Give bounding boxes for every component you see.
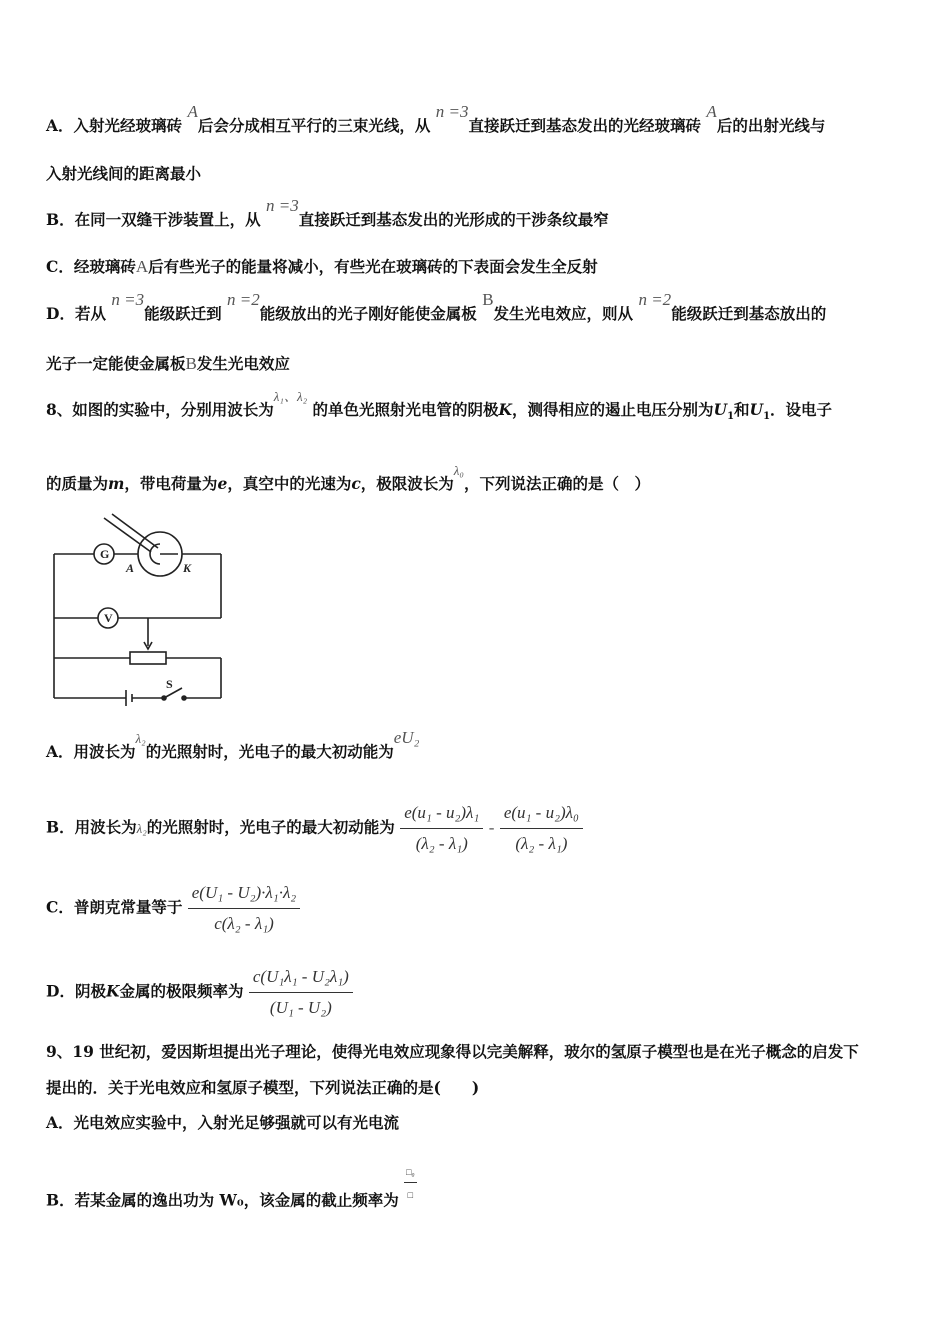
text: 能级跃迁到 — [144, 304, 222, 323]
denominator: (λ₂ - λ₁) — [415, 834, 468, 853]
math-n2: n =2 — [638, 290, 672, 309]
math-a: A — [706, 102, 717, 121]
math-lambda2: λ₂ — [135, 731, 146, 746]
minus-sign: - — [488, 817, 495, 837]
text: 入射光线间的距离最小 — [46, 164, 202, 183]
option-label: D． — [46, 304, 75, 323]
option-label: B． — [46, 817, 75, 837]
rheostat — [130, 652, 166, 664]
text: 后的出射光线与 — [716, 116, 826, 135]
denominator: c(λ₂ - λ₁) — [214, 914, 274, 933]
light-ray — [112, 514, 158, 548]
text: 阴极 — [74, 981, 106, 1001]
math-eu2: eU₂ — [393, 728, 420, 747]
numerator: □₀ — [404, 1162, 417, 1183]
numerator: e(u₁ - u₂)λ₀ — [500, 800, 583, 829]
numerator: c(U₁λ₁ - U₂λ₁) — [249, 964, 353, 993]
q8-option-d — [46, 964, 353, 1021]
q9-option-b — [46, 1167, 417, 1223]
text: 若某金属的逸出功为 W₀，该金属的截止频率为 — [74, 1190, 399, 1210]
text: 9、19 世纪初，爱因斯坦提出光子理论，使得光电效应现象得以完美解释，玻尔的氢原子模型也是在光子概念的启发下 — [46, 1042, 859, 1061]
text: 提出的．关于光电效应和氢原子模型，下列说法正确的是( ) — [46, 1078, 480, 1097]
math-lambda2: λ₂ — [136, 820, 147, 836]
text: 直接跃迁到基态发出的光形成的干涉条纹最窄 — [298, 210, 609, 229]
text: ．设电子 — [770, 400, 833, 419]
label-g: G — [100, 547, 110, 561]
text: 发生光电效应，则从 — [493, 304, 634, 323]
denominator: (λ₂ - λ₁) — [515, 834, 568, 853]
text: 能级跃迁到基态放出的 — [671, 304, 827, 323]
q9-option-a — [46, 1113, 399, 1133]
text: 入射光经玻璃砖 — [73, 116, 183, 135]
text: 普朗克常量等于 — [73, 897, 183, 917]
text: 若从 — [74, 304, 106, 323]
subscript: 1 — [727, 411, 735, 423]
text: 的质量为 — [46, 474, 109, 493]
fraction-1 — [400, 800, 483, 857]
fraction — [188, 880, 300, 937]
text: 的光照射时，光电子的最大初动能为 — [145, 742, 394, 761]
option-label: C． — [46, 897, 74, 917]
option-label: C． — [46, 257, 74, 276]
math-b: B — [185, 354, 197, 373]
text: ，极限波长为 — [360, 474, 454, 493]
text: 金属的极限频率为 — [119, 981, 244, 1001]
numerator: e(U₁ - U₂)·λ₁·λ₂ — [188, 880, 300, 909]
text: 用波长为 — [73, 742, 136, 761]
denominator: (U₁ - U₂) — [269, 998, 332, 1017]
option-label: B． — [46, 210, 75, 229]
text: 后有些光子的能量将减小，有些光在玻璃砖的下表面会发生全反射 — [148, 257, 598, 276]
math-b: B — [482, 290, 494, 309]
option-label: A． — [46, 1113, 74, 1132]
option-label: B． — [46, 1190, 75, 1210]
label-a: A — [126, 561, 135, 575]
text: 经玻璃砖 — [73, 257, 136, 276]
var-u2: U — [749, 400, 764, 419]
option-label: A． — [46, 116, 74, 135]
math-n3: n =3 — [111, 290, 145, 309]
text: 8、如图的实验中，分别用波长为 — [46, 400, 274, 419]
math-a: A — [135, 257, 149, 276]
text: 直接跃迁到基态发出的光经玻璃砖 — [468, 116, 702, 135]
photoelectric-circuit-diagram — [46, 512, 226, 712]
math-lambda12: λ₁、λ₂ — [273, 389, 308, 404]
q9-stem-line1 — [46, 1042, 859, 1062]
text: ，真空中的光速为 — [227, 474, 352, 493]
text: ，下列说法正确的是（ ） — [463, 474, 650, 493]
var-e: e — [217, 474, 228, 493]
q7-option-d-line2 — [46, 354, 290, 374]
label-s: S — [166, 677, 173, 691]
q7-option-b — [46, 196, 609, 230]
text: 的单色光照射光电管的阴极 — [312, 400, 499, 419]
text: 和 — [734, 400, 750, 419]
q7-option-d-line1 — [46, 290, 827, 324]
numerator: e(u₁ - u₂)λ₁ — [400, 800, 483, 829]
q9-stem-line2 — [46, 1078, 479, 1098]
text: 用波长为 — [74, 817, 137, 837]
math-n3: n =3 — [435, 102, 469, 121]
option-label: A． — [46, 742, 74, 761]
text: 后会分成相互平行的三束光线，从 — [197, 116, 431, 135]
text: ，带电荷量为 — [124, 474, 218, 493]
math-n2: n =2 — [227, 290, 260, 309]
text: 光子一定能使金属板 — [46, 354, 186, 373]
text: 在同一双缝干涉装置上，从 — [74, 210, 261, 229]
var-k: K — [498, 400, 513, 419]
q7-option-a-line1 — [46, 102, 826, 136]
math-n3: n =3 — [266, 196, 299, 215]
var-k: K — [105, 981, 120, 1001]
math-a: A — [187, 102, 198, 121]
subscript: 1 — [763, 411, 771, 423]
label-k: K — [183, 561, 192, 575]
text: 光电效应实验中，入射光足够强就可以有光电流 — [73, 1113, 400, 1132]
option-label: D． — [46, 981, 75, 1001]
q8-option-b — [46, 800, 583, 857]
label-v: V — [104, 611, 113, 625]
q7-option-c — [46, 257, 598, 277]
var-c: c — [351, 474, 361, 493]
denominator: □ — [407, 1190, 414, 1200]
text: 的光照射时，光电子的最大初动能为 — [146, 817, 395, 837]
math-lambda0: λ₀ — [453, 463, 464, 478]
text: 发生光电效应 — [196, 354, 290, 373]
q7-option-a-line2 — [46, 164, 201, 184]
text: ，测得相应的遏止电压分别为 — [512, 400, 714, 419]
text: 能级放出的光子刚好能使金属板 — [259, 304, 477, 323]
fraction — [249, 964, 353, 1021]
fraction — [404, 1162, 417, 1205]
fraction-2 — [500, 800, 583, 857]
var-m: m — [108, 474, 125, 493]
var-u1: U — [713, 400, 728, 419]
q8-option-c — [46, 880, 300, 937]
